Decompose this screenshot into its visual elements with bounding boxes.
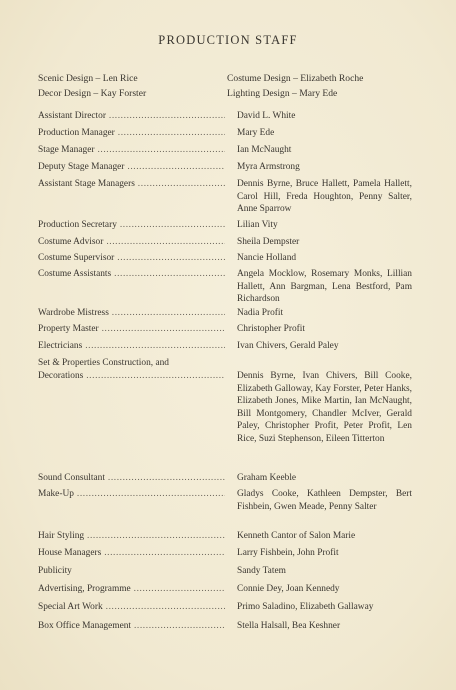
staff-names: Ivan Chivers, Gerald Paley [237, 341, 339, 351]
staff-role-first-line: Set & Properties Construction, and [38, 358, 169, 368]
staff-names: David L. White [237, 111, 296, 121]
staff-role: Production Manager ..... [38, 127, 225, 140]
staff-role: Box Office Management ..... [38, 620, 225, 633]
staff-role: Hair Styling ..... [38, 530, 225, 543]
staff-names: Sheila Dempster [237, 237, 300, 247]
staff-names: Lilian Vity [237, 220, 278, 230]
staff-role: Assistant Director ..... [38, 110, 225, 123]
staff-names: Angela Mocklow, Rosemary Monks, Lillian Hallett, Ann Bargman, Lena Bestford, Pam Richardson [237, 269, 412, 305]
staff-names: Sandy Tatem [237, 566, 286, 576]
staff-names: Primo Saladino, Elizabeth Gallaway [237, 602, 374, 612]
staff-role: Costume Supervisor ..... [38, 252, 225, 265]
staff-names: Christopher Profit [237, 324, 305, 334]
staff-role: Property Master ..... [38, 323, 225, 336]
staff-role: Stage Manager ..... [38, 144, 225, 157]
staff-names: Gladys Cooke, Kathleen Dempster, Bert Fishbein, Gwen Meade, Penny Salter [237, 489, 412, 512]
staff-role: Advertising, Programme ..... [38, 583, 225, 596]
staff-names: Stella Halsall, Bea Keshner [237, 621, 341, 631]
staff-names: Nadia Profit [237, 308, 284, 318]
staff-names: Myra Armstrong [237, 162, 300, 172]
staff-role: Decorations ..... [38, 370, 225, 383]
staff-names: Connie Dey, Joan Kennedy [237, 584, 340, 594]
staff-role: Assistant Stage Managers ..... [38, 178, 225, 191]
staff-names: Dennis Byrne, Bruce Hallett, Pamela Hallett, Carol Hill, Freda Houghton, Penny Salter, Anne Sparrow [237, 179, 412, 215]
staff-role: Wardrobe Mistress ..... [38, 307, 225, 320]
staff-names: Graham Keeble [237, 473, 297, 483]
staff-role: Make-Up ..... [38, 488, 225, 501]
staff-role: Publicity [38, 566, 72, 576]
design-credits-right [227, 72, 363, 102]
staff-names: Mary Ede [237, 128, 275, 138]
costume-design-credit: Costume Design – Elizabeth Roche [227, 73, 364, 84]
staff-names: Kenneth Cantor of Salon Marie [237, 531, 356, 541]
lighting-design-credit: Lighting Design – Mary Ede [227, 88, 338, 99]
staff-names: Ian McNaught [237, 145, 292, 155]
staff-role: House Managers ..... [38, 547, 225, 560]
staff-role: Costume Assistants ..... [38, 268, 225, 281]
staff-names: Dennis Byrne, Ivan Chivers, Bill Cooke, Elizabeth Galloway, Kay Forster, Peter Hanks, Elizabeth Jones, Mike Martin, Ian McNaught, Bill Montgomery, Chandler McIver, Gerald Paley, Christopher Profit, Peter Profit, Len Rice, Suzi Stephenson, Eileen Titterton [237, 371, 413, 444]
staff-role: Deputy Stage Manager ..... [38, 161, 225, 174]
staff-role: Sound Consultant ..... [38, 472, 225, 485]
staff-role: Electricians ..... [38, 340, 225, 353]
page-title: PRODUCTION STAFF [158, 33, 298, 47]
design-credits-left [38, 72, 146, 102]
staff-names: Nancie Holland [237, 253, 297, 263]
scenic-design-credit: Scenic Design – Len Rice [38, 73, 138, 84]
staff-role: Special Art Work ..... [38, 601, 225, 614]
decor-design-credit: Decor Design – Kay Forster [38, 88, 147, 99]
staff-role: Production Secretary ..... [38, 219, 225, 232]
staff-role: Costume Advisor ..... [38, 236, 225, 249]
staff-names: Larry Fishbein, John Profit [237, 548, 339, 558]
